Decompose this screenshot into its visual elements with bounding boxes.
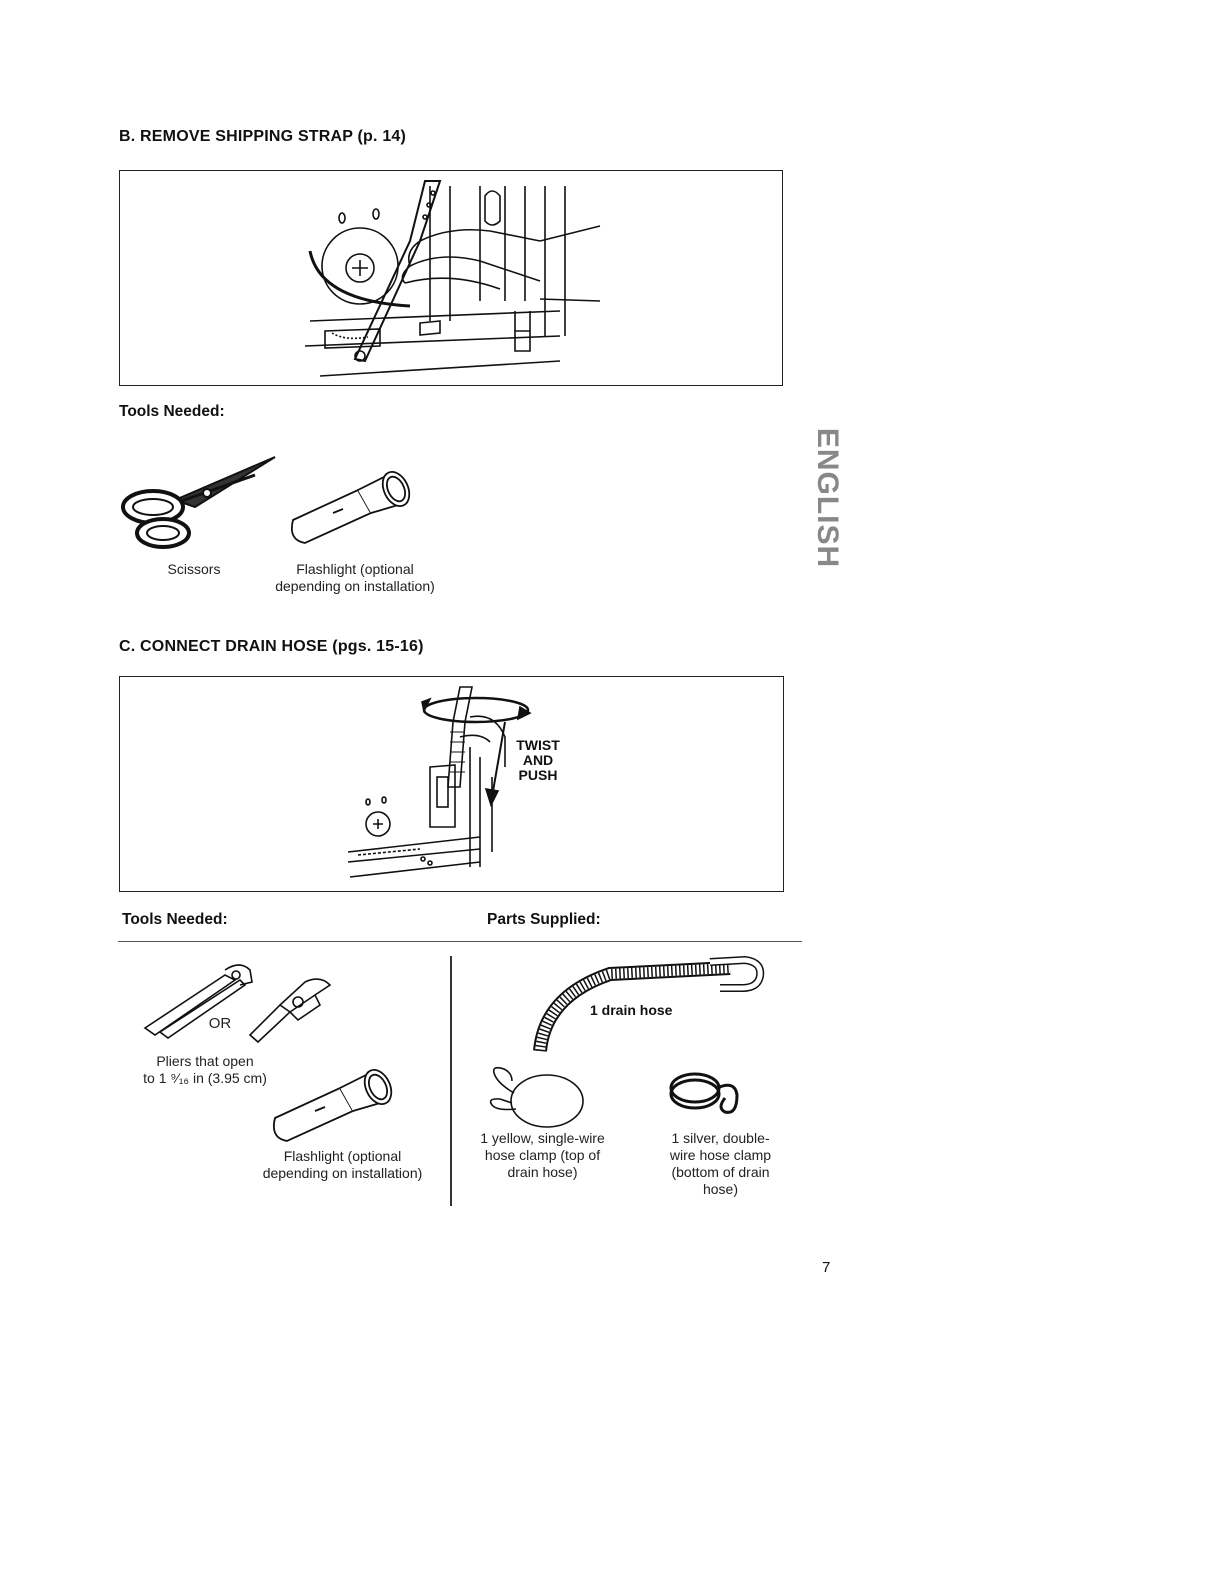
drain-hose-caption: 1 drain hose: [590, 1002, 673, 1018]
silver-clamp-icon: [665, 1060, 755, 1130]
flashlight-2-caption-line2: depending on installation): [262, 1165, 423, 1181]
flashlight-caption-line1: Flashlight (optional: [296, 561, 414, 577]
section-b-tools-label: Tools Needed:: [119, 403, 225, 420]
language-side-tab-text: ENGLISH: [811, 427, 844, 568]
yellow-clamp-caption-line2: hose clamp (top of: [484, 1147, 601, 1163]
silver-clamp-caption-line1: 1 silver, double-: [671, 1130, 770, 1146]
page-number: 7: [822, 1259, 831, 1276]
pliers-caption-line1: Pliers that open: [156, 1053, 254, 1069]
flashlight-icon-2: [265, 1063, 405, 1143]
shipping-strap-illustration: [120, 171, 782, 385]
push-text: PUSH: [518, 767, 558, 783]
section-c-column-divider: [450, 956, 452, 1206]
drain-hose-illustration: [120, 677, 783, 891]
silver-clamp-caption-line4: hose): [702, 1181, 739, 1197]
section-b-heading: B. REMOVE SHIPPING STRAP (p. 14): [119, 128, 407, 145]
yellow-clamp-icon: [482, 1063, 592, 1133]
pliers-icon: [140, 960, 350, 1050]
or-label: OR: [208, 1015, 232, 1032]
silver-clamp-caption: [648, 1130, 793, 1198]
yellow-clamp-caption-line1: 1 yellow, single-wire: [480, 1130, 605, 1146]
drain-hose-illustration-frame: [119, 676, 784, 892]
flashlight-caption-line2: depending on installation): [275, 578, 435, 594]
twist-text: TWIST: [516, 737, 560, 753]
silver-clamp-caption-line3: (bottom of drain: [671, 1164, 770, 1180]
yellow-clamp-caption: [460, 1130, 625, 1181]
section-c-tools-label: Tools Needed:: [122, 911, 228, 928]
shipping-strap-illustration-frame: [119, 170, 783, 386]
section-c-rule: [118, 941, 802, 942]
silver-clamp-caption-line2: wire hose clamp: [669, 1147, 772, 1163]
and-text: AND: [522, 752, 554, 768]
pliers-caption: [125, 1053, 285, 1087]
flashlight-2-caption: [235, 1148, 450, 1182]
language-side-tab: [812, 410, 842, 585]
flashlight-caption: [250, 561, 460, 595]
yellow-clamp-caption-line3: drain hose): [507, 1164, 578, 1180]
section-c-parts-label: Parts Supplied:: [487, 911, 601, 928]
pliers-caption-line2: to 1 ⁹⁄₁₆ in (3.95 cm): [143, 1070, 267, 1086]
section-c-heading: C. CONNECT DRAIN HOSE (pgs. 15-16): [119, 638, 424, 655]
flashlight-icon: [283, 465, 423, 545]
flashlight-2-caption-line1: Flashlight (optional: [283, 1148, 402, 1164]
scissors-caption: Scissors: [167, 561, 221, 577]
scissors-icon: [115, 455, 285, 555]
